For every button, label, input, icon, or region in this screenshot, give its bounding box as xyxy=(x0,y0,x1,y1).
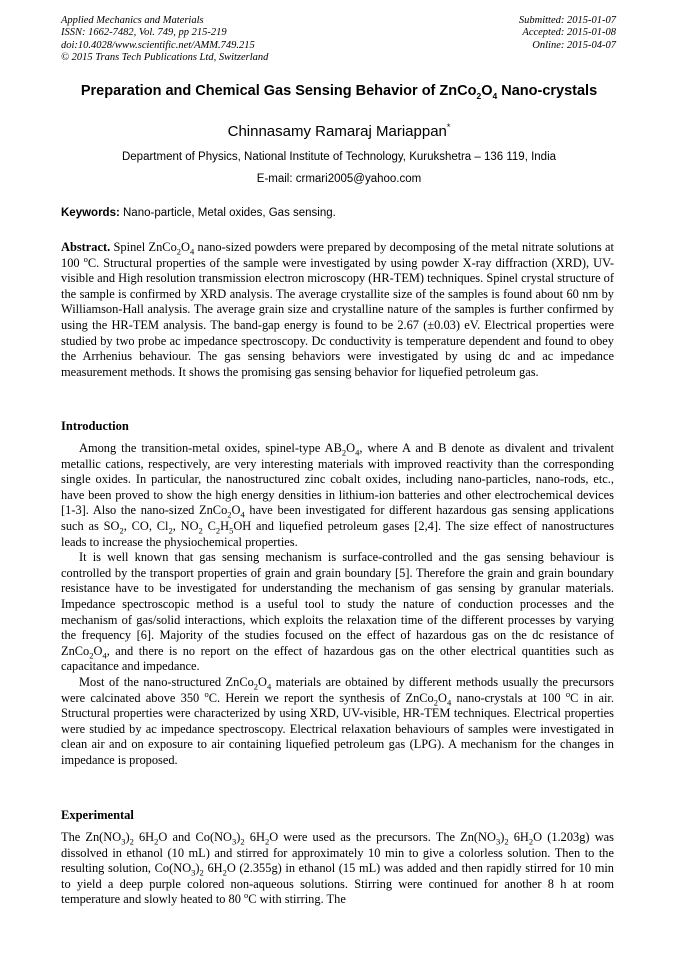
intro-paragraph: Most of the nano-structured $ZnCo_2O_4$ materials are obtained by different methods usually the precursors were calcinated above 350 $^o$C. Herein we report the synthesis of $ZnCo_2O_4$ nano-crystals at 100 $^o$C in air. Structural properties were characterized by using XRD, UV-visible, HR-TEM techniques. Electrical properties were studied by ac impedance spectroscopy. Electrical relaxation behaviours of samples were investigated in clean air and on exposure to air containing liquefied petroleum gas (LPG). A mechanism for the changes in impedance is proposed. xyxy=(61,674,614,767)
abstract: Abstract. Spinel $ZnCo_2O_4$ nano-sized powders were prepared by decomposing of the metal nitrate solutions at 100 $^o$C. Structural properties of the sample were investigated by using powder X-ray diffraction (XRD), UV-visible and High resolution transmission electron microscopy (HR-TEM) techniques. Spinel crystal structure of the sample is confirmed by XRD analysis. The average crystallite size of the samples is found about 60 nm by Williamson-Hall analysis. The average grain size and crystalline nature of the samples is further confirmed by using the HR-TEM analysis. The band-gap energy is found to be 2.67 (±0.03) eV. Electrical properties were studied by two probe ac impedance spectroscopy. Dc conductivity is temperature dependent and found to obey the Arrhenius behaviour. The gas sensing behaviors were investigated by using dc and ac impedance measurement methods. It shows the promising gas sensing behavior for liquefied petroleum gas. xyxy=(61,240,614,379)
accepted-date: Accepted: 2015-01-08 xyxy=(522,27,616,39)
intro-paragraph: Among the transition-metal oxides, spinel-type $AB_2O_4$, where A and B denote as divalent and trivalent metallic cations, respectively, are very interesting materials with improved reactivity than the corresponding single oxides. In particular, the nanostructured zinc cobalt oxides, including nano-particles, nano-rods, etc., have been proved to show the high energy densities in lithium-ion batteries and other electrochemical devices [1-3]. Also the nano-sized $ZnCo_2O_4$ have been investigated for different hazardous gas sensing applications such as $SO_2$, CO, $Cl_2$, $NO_2$ $C_2H_5OH$ and liquefied petroleum gases [2,4]. The size effect of nanostructures leads to increase the physiochemical properties. xyxy=(61,441,615,549)
keywords: Keywords: Nano-particle, Metal oxides, Gas sensing. xyxy=(61,207,336,219)
experimental-paragraph: The $Zn(NO_3)_2$ $6H_2O$ and $Co(NO_3)_2$ $6H_2O$ were used as the precursors. The $Zn(NO_3)_2$ $6H_2O$ (1.203g) was dissolved in ethanol (10 mL) and stirred for approximately 10 min to give a colorless solution. Then to the resulting solution, $Co(NO_3)_2$ $6H_2O$ (2.355g) in ethanol (15 mL) was added and then rapidly stirred for 10 min to yield a deep purple colored non-aqueous solutions. Stirring were continued for another 8 h at room temperature and slowly heated to 80 $^o$C with stirring. The xyxy=(61,830,614,907)
journal-header-right xyxy=(519,15,616,52)
copyright-line: © 2015 Trans Tech Publications Ltd, Switzerland xyxy=(61,52,269,64)
issn-line: ISSN: 1662-7482, Vol. 749, pp 215-219 xyxy=(61,27,227,39)
introduction-body xyxy=(61,441,614,768)
intro-paragraph: It is well known that gas sensing mechanism is surface-controlled and the gas sensing behaviour is controlled by the transport properties of grain and grain boundary [5]. Therefore the grain and grain boundary resistance have to be investigated for understanding the mechanism of gas sensing by granular materials. Impedance spectroscopic method is a useful tool to study the nature of conduction processes and the mechanism of gas/solid interactions, which exploits the relaxation time of the different processes by varying the frequency [6]. Majority of the studies focused on the effect of hazardous gas on the dc resistance of $ZnCo_2O_4$, and there is no report on the effect of hazardous gas on the other electrical quantities such as capacitance and impedance. xyxy=(61,550,614,674)
doi-line: doi:10.4028/www.scientific.net/AMM.749.215 xyxy=(61,39,255,51)
online-date: Online: 2015-04-07 xyxy=(532,39,616,51)
paper-title: Preparation and Chemical Gas Sensing Behavior of $ZnCo_2O_4$ Nano-crystals xyxy=(80,83,598,101)
author-email: E-mail: crmari2005@yahoo.com xyxy=(256,173,422,185)
experimental-body xyxy=(61,830,614,908)
section-heading-experimental: Experimental xyxy=(61,808,134,822)
affiliation: Department of Physics, National Institute of Technology, Kurukshetra – 136 119, India xyxy=(121,151,557,163)
journal-name: Applied Mechanics and Materials xyxy=(61,15,204,26)
journal-header-left xyxy=(61,15,268,65)
section-heading-introduction: Introduction xyxy=(61,419,129,433)
author-name: Chinnasamy Ramaraj Mariappan* xyxy=(227,122,451,140)
submitted-date: Submitted: 2015-01-07 xyxy=(518,15,616,26)
